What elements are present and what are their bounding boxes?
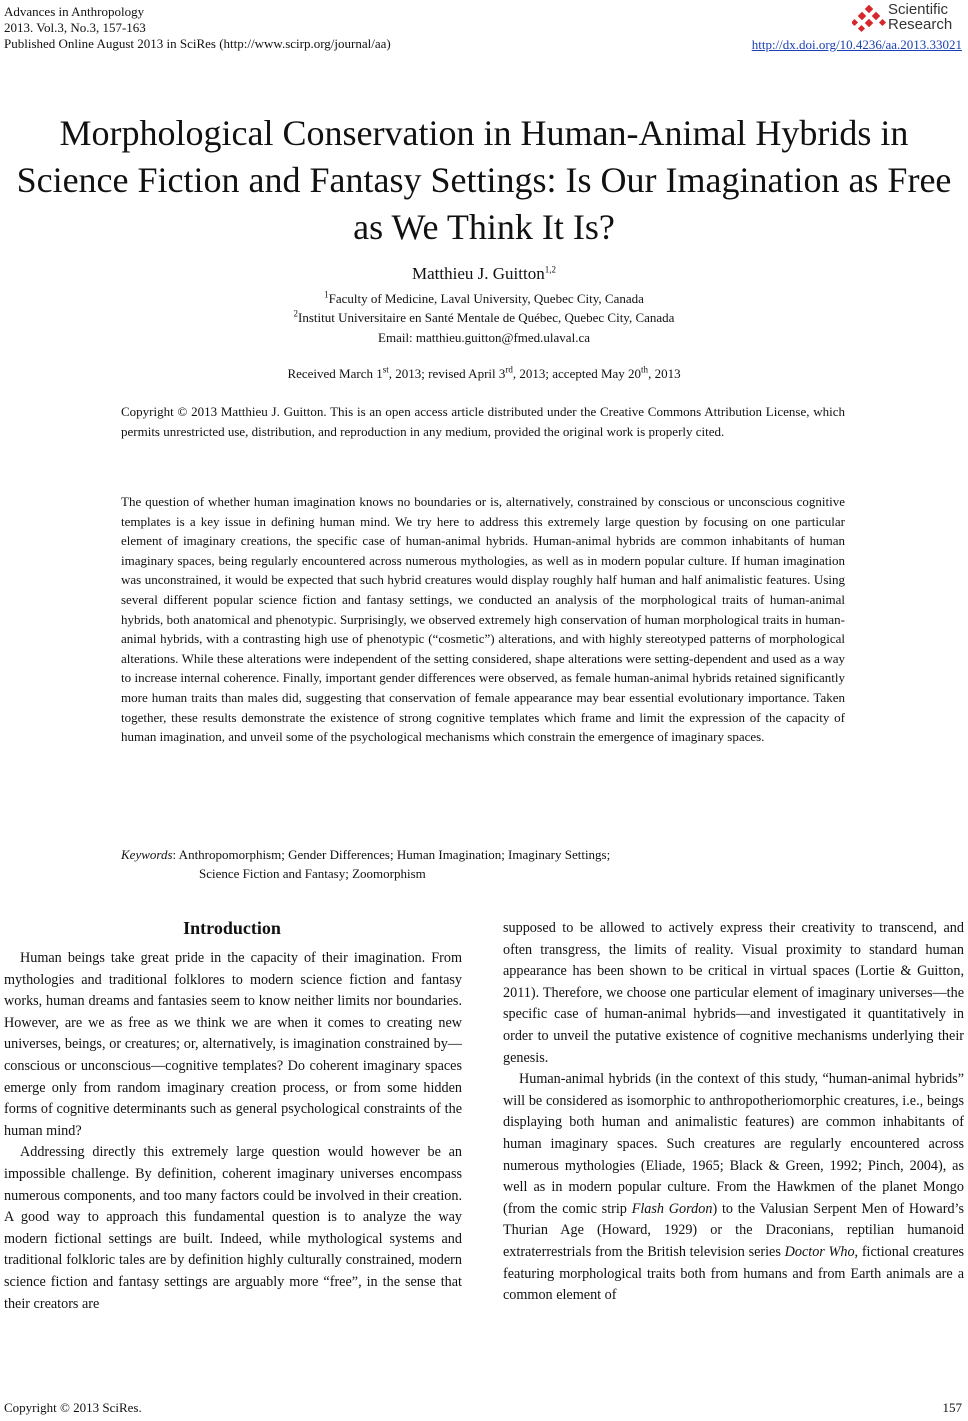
author-email: Email: matthieu.guitton@fmed.ulaval.ca: [378, 330, 590, 345]
affiliation-1-marker: 1: [324, 289, 329, 300]
paper-title: Morphological Conservation in Human-Animal Hybrids in Science Fiction and Fantasy Settings: Is Our Imagination as Free as We Think It Is?: [16, 113, 952, 247]
received-ordinal: st: [382, 364, 389, 375]
revised-text: , 2013; revised April 3: [388, 366, 506, 381]
keywords-label: Keywords: [121, 847, 173, 862]
publication-info: Published Online August 2013 in SciRes (http://www.scirp.org/journal/aa): [4, 36, 391, 51]
affiliation-1-text: Faculty of Medicine, Laval University, Quebec City, Canada: [328, 291, 644, 306]
section-heading-introduction: Introduction: [183, 918, 281, 938]
italic-title: Doctor Who: [784, 1243, 855, 1260]
author-line: [0, 264, 968, 284]
paragraph: Human beings take great pride in the capacity of their imagination. From mythologies and traditional folklores to modern science fiction and fantasy works, human dreams and fantasies seem to know neither limits nor boundaries. However, are we as free as we think we are when it comes to creating new universes, beings, or creatures; or, alternatively, is imagination constrained by—conscious or unconscious—cognitive templates? Do coherent imaginary spaces emerge only from random imaginary creation process, or from some hidden forms of cognitive determinants such as general psychological constraints of the human mind?: [4, 950, 462, 1139]
journal-name: Advances in Anthropology: [4, 4, 145, 19]
author-name: Matthieu J. Guitton: [412, 264, 545, 283]
revised-ordinal: rd: [505, 364, 513, 375]
footer-copyright: Copyright © 2013 SciRes.: [4, 1400, 142, 1415]
scientific-research-logo-icon: [852, 4, 886, 34]
paragraph: Addressing directly this extremely large question would however be an impossible challenge. By definition, coherent imaginary universes encompass numerous components, and too many factors could be involved in their creation. A good way to approach this fundamental question is to analyze the way modern fictional settings are built. Indeed, while mythological systems and traditional folkloric tales are by definition highly culturally constrained, modern science fiction and fantasy settings are arguably more “free”, in the sense that their creators are: [4, 1144, 462, 1312]
accepted-year: , 2013: [648, 366, 681, 381]
affiliation-2-text: Institut Universitaire en Santé Mentale de Québec, Quebec City, Canada: [298, 310, 675, 325]
page-number: 157: [942, 1400, 962, 1415]
keywords: [121, 845, 845, 883]
right-column: [503, 918, 964, 1307]
abstract: The question of whether human imagination knows no boundaries or is, alternatively, constrained by conscious or unconscious cognitive templates is a key issue in defining human mind. We try here to address this extremely large question by focusing on one particular element of imaginary creations, the specific case of human-animal hybrids. Human-animal hybrids are common inhabitants of human imaginary spaces, being regularly encountered across numerous mythologies, as well as in modern popular culture. If human imagination was unconstrained, it would be expected that such hybrid creatures would display roughly half human and half animalistic features. Using several different popular science fiction and fantasy settings, we conducted an analysis of the morphological traits of human-animal hybrids, both anatomical and phenotypic. Surprisingly, we observed extremely high conservation of human morphological traits in human-animal hybrids, with a contrasting high use of phenotypic (“cosmetic”) alterations, and with highly stereotyped patterns of morphological alterations. While these alterations were independent of the setting considered, shape alterations were setting-dependent and used as a way to increase internal coherence. Finally, important gender differences were observed, as female human-animal hybrids retained significantly more human traits than males did, suggesting that conservation of female appearance may bear essential evolutionary importance. Taken together, these results demonstrate the existence of strong cognitive templates which frame and limit the expression of the capacity of human imagination, and unveil some of the psychological mechanisms which constrain the emergence of imaginary spaces.: [121, 494, 845, 745]
accepted-text: , 2013; accepted May 20: [512, 366, 642, 381]
italic-title: Flash Gordon: [631, 1200, 713, 1217]
affiliation-2-marker: 2: [293, 308, 299, 319]
publisher-logo: [852, 2, 962, 36]
affiliation-2: [0, 310, 968, 326]
author-affiliation-marker: 1,2: [544, 264, 556, 275]
left-column: [4, 948, 462, 1315]
paragraph-text: Human-animal hybrids (in the context of this study, “human-animal hybrids” will be considered as isomorphic to anthropotheriomorphic creatures, i.e., beings displaying both human and animalistic features) are common inhabitants of human imaginary spaces. Such creatures are regularly encountered across numerous mythologies (Eliade, 1965; Black & Green, 1992; Pinch, 2004), as well as in modern popular culture. From the Hawkmen of the planet Mongo (from the comic strip: [503, 1071, 964, 1217]
doi-link[interactable]: http://dx.doi.org/10.4236/aa.2013.33021: [751, 37, 962, 52]
journal-volume: 2013. Vol.3, No.3, 157-163: [4, 20, 146, 35]
paragraph-text: ) to the Valusian Serpent Men of Howard’s Thurian Age (Howard, 1929) or the Draconians, reptilian humanoid extraterrestrials from the British television series: [503, 1200, 964, 1260]
paragraph: supposed to be allowed to actively express their creativity to transcend, and often transgress, the limits of reality. Visual proximity to standard human appearance has been shown to be critical in virtual spaces (Lortie & Guitton, 2011). Therefore, we choose one particular element of imaginary universes—the specific case of human-animal hybrids—and investigated it quantitatively in order to unveil the putative existence of cognitive mechanisms underlying their genesis.: [503, 920, 964, 1066]
affiliation-1: [0, 291, 968, 307]
paragraph: [503, 1069, 964, 1307]
journal-header: [4, 4, 391, 52]
accepted-ordinal: th: [641, 364, 649, 375]
logo-text-scientific: Scientific: [888, 1, 949, 18]
keywords-line-1: : Anthropomorphism; Gender Differences; Human Imagination; Imaginary Settings;: [172, 847, 611, 862]
received-text: Received March 1: [287, 366, 383, 381]
copyright-notice: Copyright © 2013 Matthieu J. Guitton. This is an open access article distributed under the Creative Commons Attribution License, which permits unrestricted use, distribution, and reproduction in any medium, provided the original work is properly cited.: [121, 404, 845, 439]
keywords-line-2: Science Fiction and Fantasy; Zoomorphism: [199, 866, 426, 881]
received-dates: [0, 366, 968, 382]
logo-text-research: Research: [888, 16, 953, 33]
paragraph-text: , fictional creatures featuring morphological traits both from humans and from Earth animals are a common element of: [503, 1243, 965, 1304]
